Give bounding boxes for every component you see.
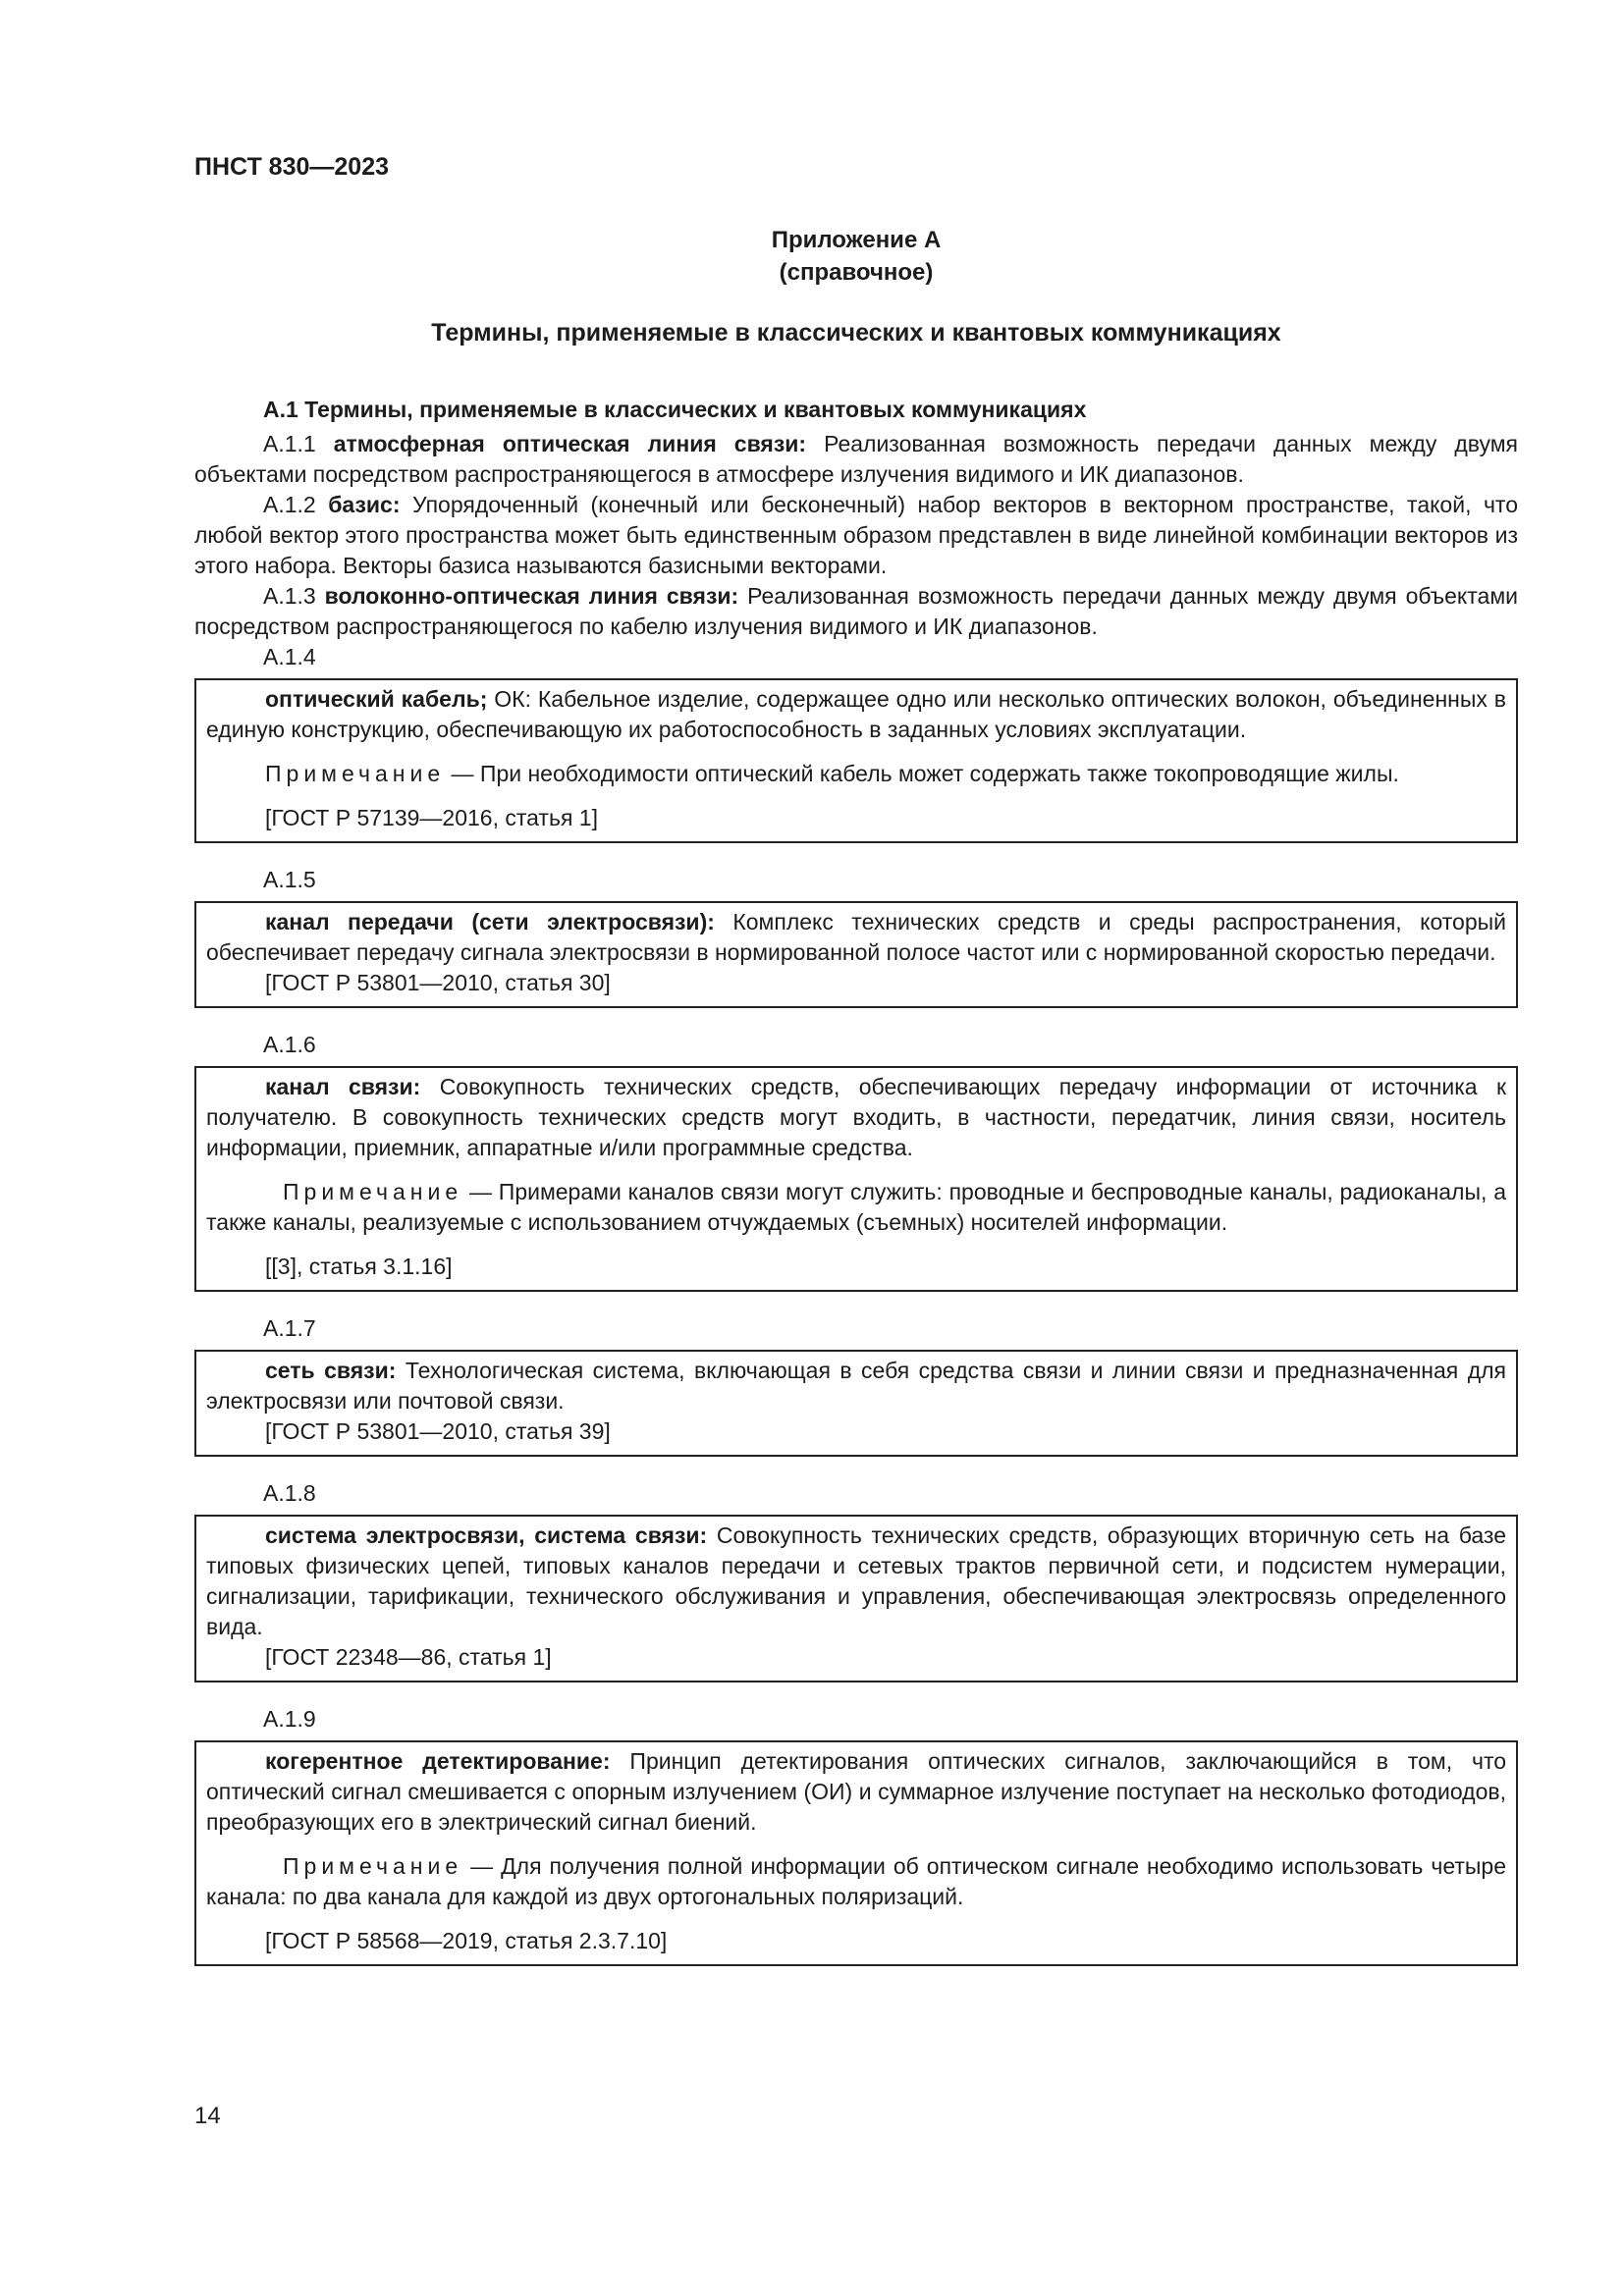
note-text: — Примерами каналов связи могут служить: проводные и беспроводные каналы, радиоканалы, а также каналы, реализуемые с использованием отчуждаемых (съемных) носителей информации. <box>206 1179 1507 1235</box>
box-definition <box>206 1072 1506 1163</box>
box-note <box>206 1177 1506 1238</box>
box-definition <box>206 1521 1506 1642</box>
entry-term: оптический кабель; <box>265 686 488 712</box>
note-label: Примечание <box>265 761 446 786</box>
term-box-a14 <box>194 678 1518 843</box>
entry-number: А.1.4 <box>263 644 316 669</box>
box-source: [ГОСТ Р 53801—2010, статья 30] <box>265 970 611 995</box>
note-text: — При необходимости оптический кабель может содержать также токопроводящие жилы. <box>451 761 1399 786</box>
note-text: — Для получения полной информации об оптическом сигнале необходимо использовать четыре канала: по два канала для каждой из двух ортогональных поляризаций. <box>206 1853 1506 1909</box>
entry-definition: Упорядоченный (конечный или бесконечный) набор векторов в векторном пространстве, такой, что любой вектор этого пространства может быть единственным образом представлен в виде линейной комбинации векторов из этого набора. Векторы базиса называются базисными векторами. <box>194 492 1518 578</box>
note-label: Примечание <box>283 1179 463 1204</box>
note-label: Примечание <box>283 1853 463 1879</box>
term-box-a17 <box>194 1350 1518 1457</box>
box-definition <box>206 684 1506 745</box>
box-note <box>206 759 1506 789</box>
box-source: [[3], статья 3.1.16] <box>265 1254 453 1279</box>
entry-number: А.1.6 <box>263 1032 316 1057</box>
entry-number: А.1.7 <box>263 1315 316 1341</box>
entry-definition: Технологическая система, включающая в себя средства связи и линии связи и предназначенная для электросвязи или почтовой связи. <box>206 1358 1506 1414</box>
box-definition <box>206 1746 1506 1838</box>
entry-definition: Принцип детектирования оптических сигналов, заключающийся в том, что оптический сигнал смешивается с опорным излучением (ОИ) и суммарное излучение поступает на несколько фотодиодов, преобразующих его в электрический сигнал биений. <box>206 1748 1507 1835</box>
annex-subtitle: (справочное) <box>779 259 934 286</box>
annex-heading: Термины, применяемые в классических и квантовых коммуникациях <box>431 319 1281 347</box>
entry-definition: Комплекс технических средств и среды распространения, который обеспечивает передачу сигнала электросвязи в нормированной полосе частот или с нормированной скоростью передачи. <box>206 909 1506 965</box>
box-definition <box>206 1356 1506 1416</box>
entry-term: система электросвязи, система связи: <box>265 1522 708 1548</box>
page-number: 14 <box>194 2103 221 2129</box>
term-box-a18 <box>194 1515 1518 1682</box>
section-title: А.1 Термины, применяемые в классических и квантовых коммуникациях <box>263 397 1087 422</box>
entry-definition: Совокупность технических средств, обеспечивающих передачу информации от источника к получателю. В совокупность технических средств могут входить, в частности, передатчик, линия связи, носитель информации, приемник, аппаратные и/или программные средства. <box>206 1074 1507 1160</box>
entry-number: А.1.1 <box>263 431 316 456</box>
entry-a11 <box>194 429 1518 490</box>
entry-term: сеть связи: <box>265 1358 397 1383</box>
annex-header <box>194 224 1518 289</box>
box-note <box>206 1851 1506 1912</box>
entry-term: канал связи: <box>265 1074 421 1099</box>
entry-term: когерентное детектирование: <box>265 1748 611 1774</box>
entry-a13 <box>194 581 1518 642</box>
term-box-a16 <box>194 1066 1518 1292</box>
entry-definition: Совокупность технических средств, образующих вторичную сеть на базе типовых физических цепей, типовых каналов передачи и сетевых трактов первичной сети, и подсистем нумерации, сигнализации, тарификации, технического обслуживания и управления, обеспечивающая электросвязь определенного вида. <box>206 1522 1507 1639</box>
box-definition <box>206 907 1506 968</box>
entry-number: А.1.9 <box>263 1706 316 1732</box>
entry-number: А.1.8 <box>263 1480 316 1506</box>
entry-definition: Реализованная возможность передачи данных между двумя объектами посредством распространяющегося по кабелю излучения видимого и ИК диапазонов. <box>194 583 1518 639</box>
term-box-a15 <box>194 901 1518 1008</box>
entry-a12 <box>194 490 1518 581</box>
terms-section <box>194 395 1518 1966</box>
entry-number: А.1.3 <box>263 583 316 609</box>
box-source: [ГОСТ Р 53801—2010, статья 39] <box>265 1418 611 1444</box>
document-code: ПНСТ 830—2023 <box>194 153 389 181</box>
entry-number: А.1.2 <box>263 492 316 517</box>
box-source: [ГОСТ Р 57139—2016, статья 1] <box>265 805 598 830</box>
term-box-a19 <box>194 1740 1518 1966</box>
entry-definition: Реализованная возможность передачи данных между двумя объектами посредством распространяющегося в атмосфере излучения видимого и ИК диапазонов. <box>194 431 1518 487</box>
entry-term: канал передачи (сети электросвязи): <box>265 909 715 934</box>
entry-definition: ОК: Кабельное изделие, содержащее одно или несколько оптических волокон, объединенных в единую конструкцию, обеспечивающую их работоспособность в заданных условиях эксплуатации. <box>206 686 1507 742</box>
entry-term: базис: <box>328 492 401 517</box>
box-source: [ГОСТ 22348—86, статья 1] <box>265 1644 552 1670</box>
entry-number: А.1.5 <box>263 867 316 892</box>
entry-term: волоконно-оптическая линия связи: <box>324 583 739 609</box>
entry-term: атмосферная оптическая линия связи: <box>333 431 807 456</box>
annex-title: Приложение А <box>771 227 942 253</box>
box-source: [ГОСТ Р 58568—2019, статья 2.3.7.10] <box>265 1928 668 1953</box>
